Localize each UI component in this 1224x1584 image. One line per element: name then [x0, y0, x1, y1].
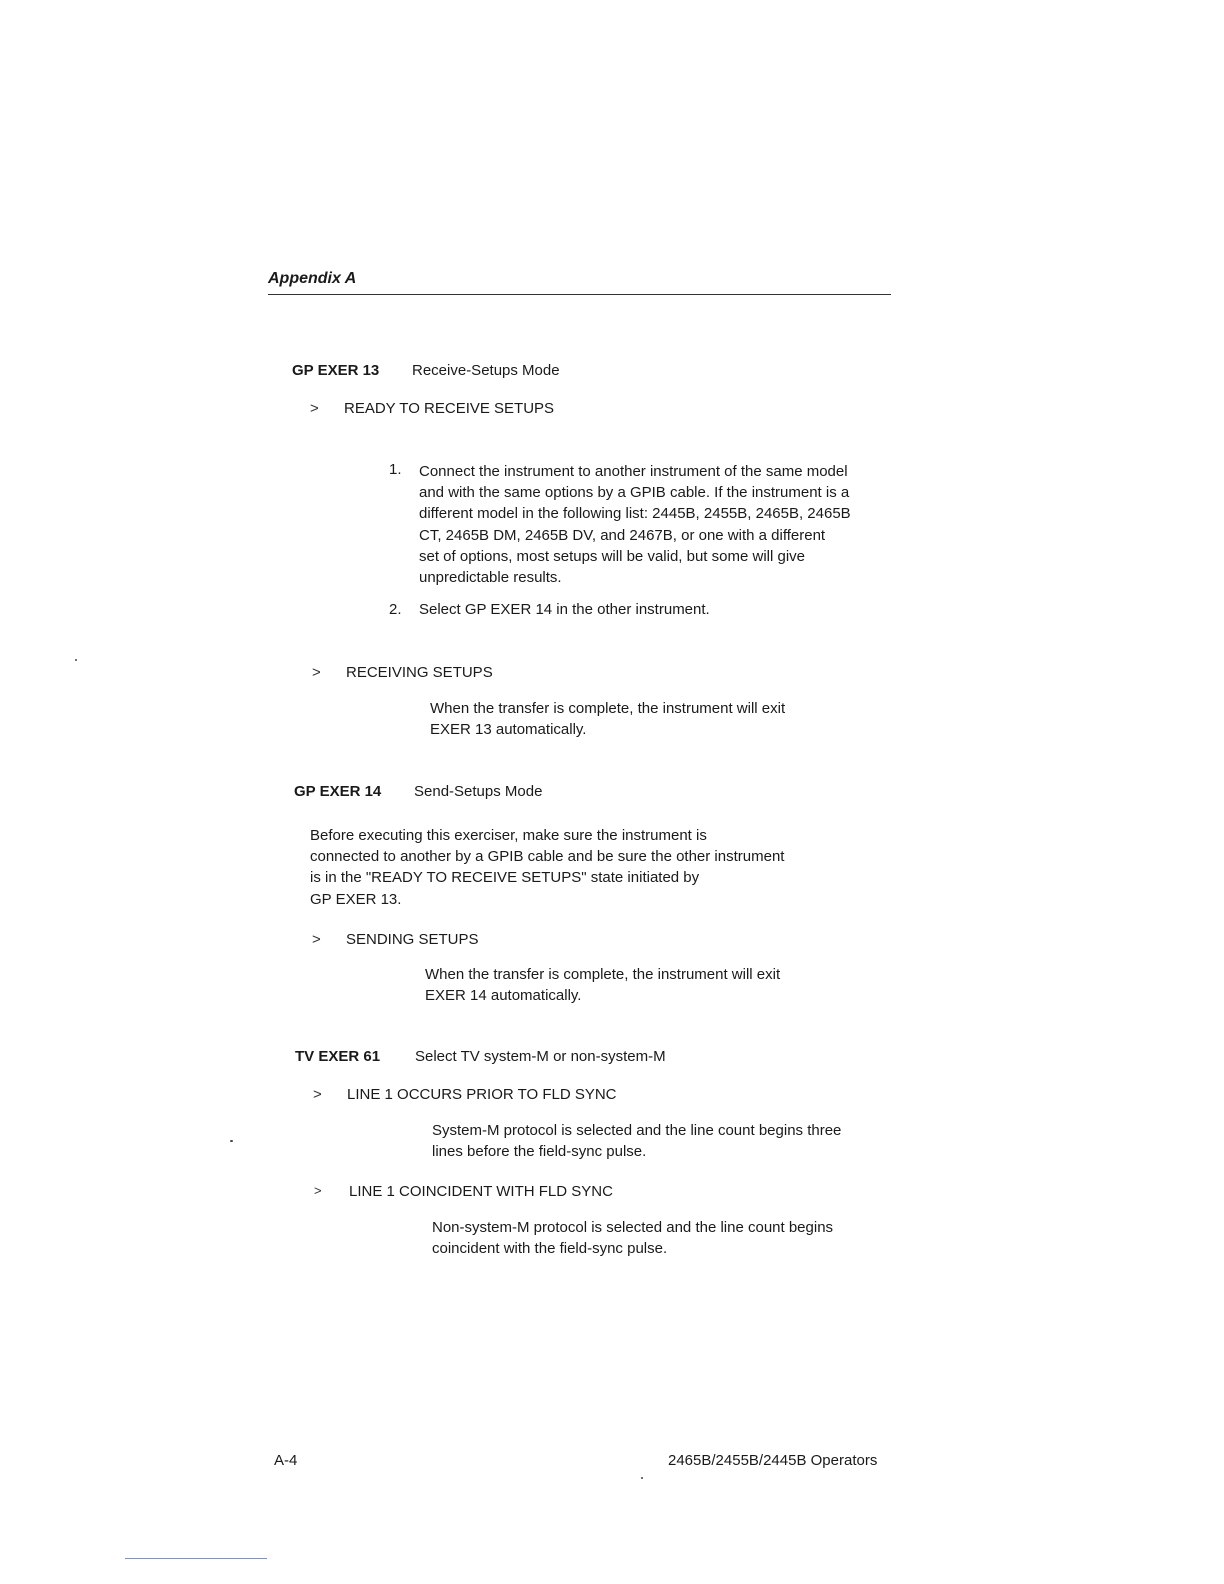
exer14-code: GP EXER 14 — [294, 783, 382, 800]
desc-line: Non-system-M protocol is selected and the line count begins — [432, 1219, 834, 1236]
step-1-line: set of options, most setups will be valid, but some will give — [419, 547, 806, 565]
desc-line: coincident with the field-sync pulse. — [432, 1240, 668, 1258]
step-1-line: different model in the following list: 2445B, 2455B, 2465B, 2465B — [419, 505, 851, 523]
manual-title: 2465B/2455B/2445B Operators — [668, 1452, 878, 1469]
exer13-title: Receive-Setups Mode — [412, 362, 560, 379]
exer13-code: GP EXER 13 — [292, 362, 380, 379]
desc-line: EXER 14 automatically. — [425, 987, 582, 1005]
step-1-text — [419, 461, 851, 588]
prompt-arrow-icon: > — [313, 1086, 322, 1103]
exer61-prior-desc — [432, 1120, 841, 1162]
intro-line: connected to another by a GPIB cable and be sure the other instrument — [310, 848, 785, 866]
exer61-prompt-coincident: LINE 1 COINCIDENT WITH FLD SYNC — [349, 1183, 613, 1200]
exer13-prompt-ready: READY TO RECEIVE SETUPS — [344, 400, 555, 417]
appendix-heading: Appendix A — [268, 270, 357, 287]
exer14-title: Send-Setups Mode — [414, 783, 543, 800]
exer61-prompt-prior: LINE 1 OCCURS PRIOR TO FLD SYNC — [347, 1086, 617, 1103]
desc-line: lines before the field-sync pulse. — [432, 1143, 647, 1161]
desc-line: System-M protocol is selected and the line count begins three — [432, 1122, 842, 1139]
step-1-line: Connect the instrument to another instrument of the same model — [419, 463, 848, 480]
exer13-prompt-receiving: RECEIVING SETUPS — [346, 664, 493, 681]
step-2-text: Select GP EXER 14 in the other instrument. — [419, 601, 710, 618]
page-number: A-4 — [274, 1452, 298, 1469]
desc-line: EXER 13 automatically. — [430, 721, 587, 739]
scan-speck — [230, 1140, 233, 1142]
step-1-number: 1. — [389, 461, 402, 478]
prompt-arrow-icon: > — [314, 1183, 322, 1198]
scan-speck — [75, 659, 77, 661]
desc-line: When the transfer is complete, the instrument will exit — [430, 700, 786, 717]
exer13-receiving-desc — [430, 698, 785, 740]
prompt-arrow-icon: > — [310, 400, 319, 417]
exer14-prompt-sending: SENDING SETUPS — [346, 931, 479, 948]
step-2-number: 2. — [389, 601, 402, 618]
exer61-title: Select TV system-M or non-system-M — [415, 1048, 666, 1065]
exer14-intro — [310, 825, 784, 910]
header-rule — [268, 294, 891, 295]
exer61-coincident-desc — [432, 1217, 833, 1259]
step-1-line: CT, 2465B DM, 2465B DV, and 2467B, or one with a different — [419, 526, 826, 544]
intro-line: GP EXER 13. — [310, 890, 402, 908]
exer14-sending-desc — [425, 964, 780, 1006]
desc-line: When the transfer is complete, the instrument will exit — [425, 966, 781, 983]
step-1-line: unpredictable results. — [419, 569, 562, 587]
prompt-arrow-icon: > — [312, 664, 321, 681]
prompt-arrow-icon: > — [312, 931, 321, 948]
bottom-edge-rule — [125, 1558, 267, 1559]
step-1-line: and with the same options by a GPIB cable. If the instrument is a — [419, 484, 850, 502]
scan-speck — [641, 1477, 643, 1479]
exer61-code: TV EXER 61 — [295, 1048, 381, 1065]
intro-line: is in the "READY TO RECEIVE SETUPS" state initiated by — [310, 869, 700, 887]
intro-line: Before executing this exerciser, make sure the instrument is — [310, 827, 707, 844]
